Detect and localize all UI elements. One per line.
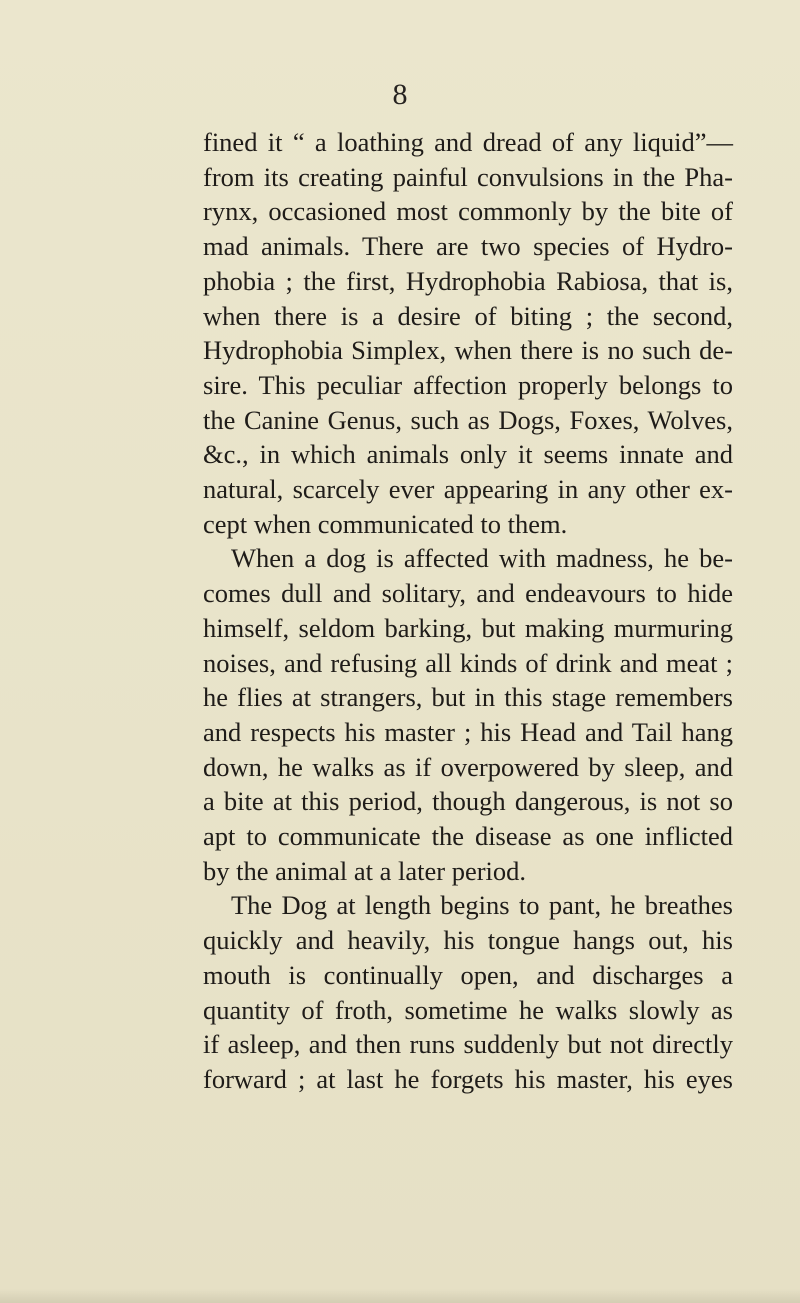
body-text (203, 125, 733, 1097)
text-line: cept when communicated to them. (203, 508, 568, 539)
text-line: fined it “ a loathing and dread of any liquid”— (203, 127, 733, 157)
text-line: he flies at strangers, but in this stage remembers (203, 682, 733, 713)
text-line: and respects his master ; his Head and Tail hang (203, 716, 733, 747)
text-line: When a dog is affected with madness, he be- (231, 543, 733, 574)
page-bottom-edge (0, 1289, 800, 1303)
text-line: rynx, occasioned most commonly by the bite of (203, 196, 733, 227)
text-line: sire. This peculiar affection properly belongs to (203, 369, 733, 400)
text-line: natural, scarcely ever appearing in any other ex- (203, 474, 733, 505)
text-line: down, he walks as if overpowered by sleep, and (203, 751, 733, 782)
text-line: a bite at this period, though dangerous, is not so (203, 786, 733, 817)
text-line: The Dog at length begins to pant, he breathes (231, 890, 733, 921)
text-line: himself, seldom barking, but making murmuring (203, 612, 733, 643)
text-line: Hydrophobia Simplex, when there is no such de- (203, 335, 733, 366)
text-line: quantity of froth, sometime he walks slowly as (203, 994, 733, 1025)
text-line: noises, and refusing all kinds of drink and meat ; (203, 647, 733, 678)
text-line: phobia ; the first, Hydrophobia Rabiosa, that is, (203, 265, 733, 296)
text-line: quickly and heavily, his tongue hangs out, his (203, 925, 733, 956)
text-line: the Canine Genus, such as Dogs, Foxes, Wolves, (203, 404, 733, 435)
text-line: mad animals. There are two species of Hydro- (203, 231, 733, 262)
text-line: forward ; at last he forgets his master, his eyes (203, 1063, 733, 1094)
text-line: &c., in which animals only it seems innate and (203, 439, 733, 470)
page-number: 8 (392, 78, 408, 111)
text-line: if asleep, and then runs suddenly but not directly (203, 1029, 733, 1060)
text-line: apt to communicate the disease as one inflicted (203, 821, 733, 852)
text-line: mouth is continually open, and discharges a (203, 959, 733, 990)
text-line: by the animal at a later period. (203, 855, 527, 886)
text-line: comes dull and solitary, and endeavours to hide (203, 578, 733, 609)
text-line: when there is a desire of biting ; the second, (203, 300, 733, 331)
text-line: from its creating painful convulsions in the Pha- (203, 161, 733, 192)
